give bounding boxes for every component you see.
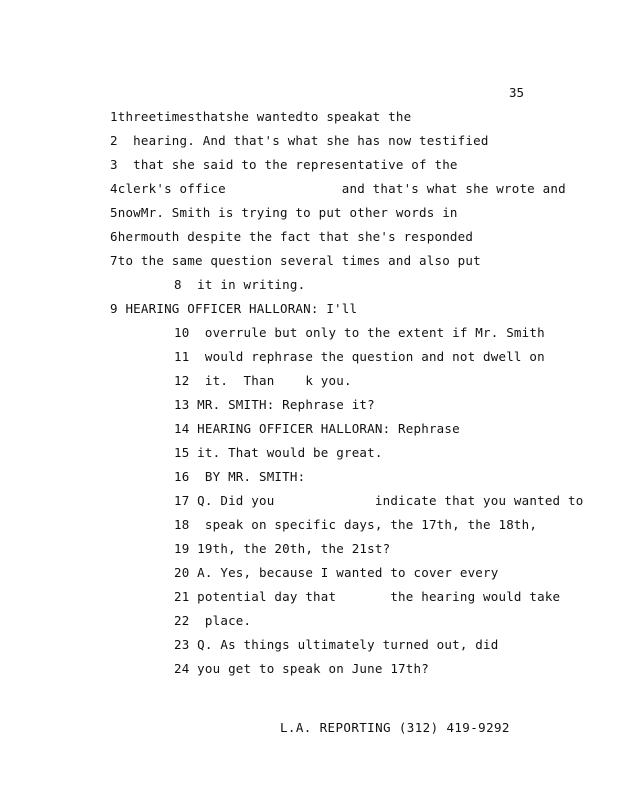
transcript-line-19: 19 19th, the 20th, the 21st? (174, 541, 391, 556)
transcript-line-11: 11 would rephrase the question and not dwell on (174, 349, 545, 364)
transcript-line-3: 3 that she said to the representative of the (110, 157, 458, 172)
transcript-line-6: 6hermouth despite the fact that she's responded (110, 229, 474, 244)
transcript-line-14: 14 HEARING OFFICER HALLORAN: Rephrase (174, 421, 460, 436)
transcript-line-5: 5nowMr. Smith is trying to put other words in (110, 205, 458, 220)
transcript-line-8: 8 it in writing. (174, 277, 306, 292)
reporter-footer: L.A. REPORTING (312) 419-9292 (280, 720, 510, 735)
transcript-line-4: 4clerk's office and that's what she wrote and (110, 181, 566, 196)
transcript-line-7: 7to the same question several times and also put (110, 253, 481, 268)
transcript-line-13: 13 MR. SMITH: Rephrase it? (174, 397, 375, 412)
transcript-line-20: 20 A. Yes, because I wanted to cover every (174, 565, 499, 580)
transcript-line-1: 1threetimesthatshe wantedto speakat the (110, 109, 412, 124)
transcript-line-21: 21 potential day that the hearing would take (174, 589, 561, 604)
page-number: 35 (509, 85, 525, 100)
transcript-line-15: 15 it. That would be great. (174, 445, 383, 460)
transcript-line-10: 10 overrule but only to the extent if Mr. Smith (174, 325, 545, 340)
transcript-line-23: 23 Q. As things ultimately turned out, did (174, 637, 499, 652)
transcript-line-22: 22 place. (174, 613, 252, 628)
transcript-line-16: 16 BY MR. SMITH: (174, 469, 306, 484)
transcript-line-12: 12 it. Than k you. (174, 373, 352, 388)
transcript-line-2: 2 hearing. And that's what she has now testified (110, 133, 489, 148)
transcript-line-9: 9 HEARING OFFICER HALLORAN: I'll (110, 301, 358, 316)
transcript-line-17: 17 Q. Did you indicate that you wanted to (174, 493, 584, 508)
transcript-line-18: 18 speak on specific days, the 17th, the 18th, (174, 517, 538, 532)
transcript-line-24: 24 you get to speak on June 17th? (174, 661, 429, 676)
